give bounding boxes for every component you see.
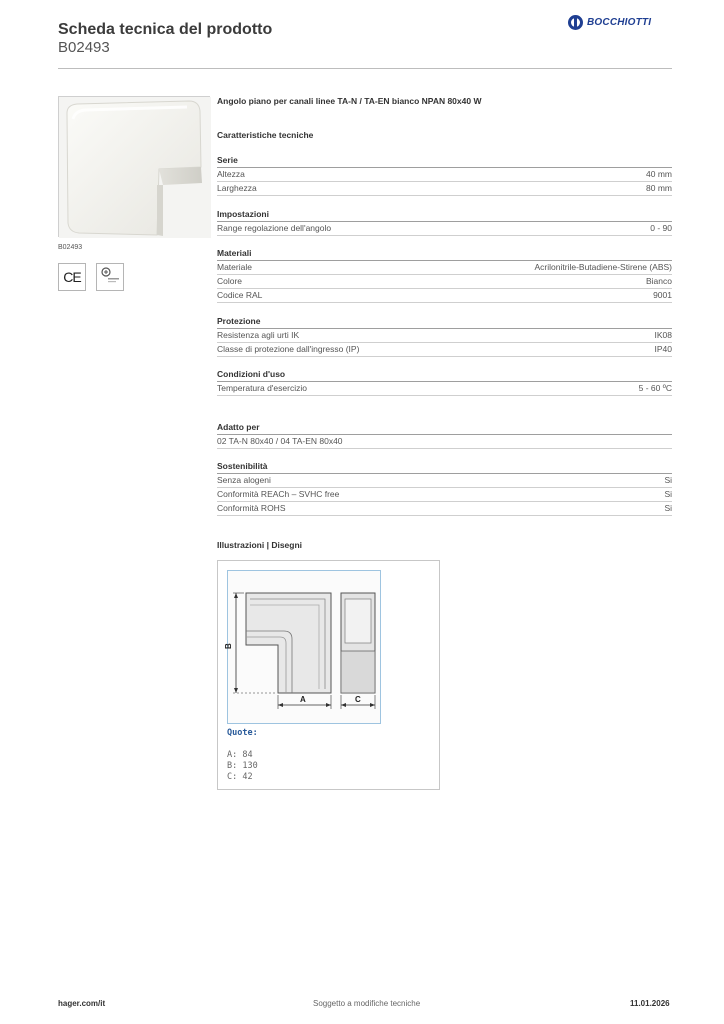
- group-protezione: [217, 316, 672, 357]
- group-impostazioni: [217, 209, 672, 236]
- spec-row: Classe di protezione dall'ingresso (IP) IP40: [217, 343, 672, 357]
- dimension-label-a: A: [300, 695, 306, 704]
- group-title: Materiali: [217, 248, 672, 261]
- spec-row: Altezza 40 mm: [217, 168, 672, 182]
- group-title: Adatto per: [217, 422, 672, 435]
- spec-row: Conformità ROHS Si: [217, 502, 672, 516]
- ce-mark-badge: [58, 263, 86, 291]
- footer-website[interactable]: hager.com/it: [58, 999, 106, 1008]
- spec-row: Temperatura d'esercizio 5 - 60 ºC: [217, 382, 672, 396]
- group-title: Impostazioni: [217, 209, 672, 222]
- spec-row: Range regolazione dell'angolo 0 - 90: [217, 222, 672, 236]
- footer-note: Soggetto a modifiche tecniche: [313, 999, 421, 1008]
- spec-row: Materiale Acrilonitrile-Butadiene-Stirene (ABS): [217, 261, 672, 275]
- group-condizioni: [217, 369, 672, 396]
- product-title: Angolo piano per canali linee TA-N / TA-EN bianco NPAN 80x40 W: [217, 96, 482, 106]
- spec-row: Larghezza 80 mm: [217, 182, 672, 196]
- header-divider: [58, 68, 672, 69]
- brand-mark-icon: [568, 15, 583, 30]
- spec-row: Senza alogeni Si: [217, 474, 672, 488]
- certification-mark-icon: [97, 264, 123, 290]
- spec-row: Codice RAL 9001: [217, 289, 672, 303]
- group-title: Protezione: [217, 316, 672, 329]
- ce-mark-icon: CE: [63, 269, 81, 285]
- page-title: Scheda tecnica del prodotto: [58, 21, 273, 38]
- technical-drawing: [217, 560, 440, 790]
- quote-c: C: 42: [227, 772, 253, 782]
- quote-heading: Quote:: [227, 728, 258, 738]
- group-adatto: [217, 422, 672, 449]
- product-code: B02493: [58, 39, 110, 56]
- quote-b: B: 130: [227, 761, 258, 771]
- brand-name: BOCCHIOTTI: [587, 17, 652, 28]
- features-heading: Caratteristiche tecniche: [217, 130, 314, 140]
- product-photo: [58, 96, 210, 237]
- dimension-label-c: C: [355, 695, 361, 704]
- group-title: Serie: [217, 155, 672, 168]
- product-photo-icon: [59, 97, 211, 238]
- footer-date: 11.01.2026: [630, 999, 670, 1008]
- certification-badge: [96, 263, 124, 291]
- spec-row: Conformità REACh – SVHC free Si: [217, 488, 672, 502]
- group-materiali: [217, 248, 672, 303]
- dimension-drawing-icon: [224, 571, 380, 723]
- drawing-frame: [224, 570, 381, 724]
- group-serie: [217, 155, 672, 196]
- dimension-label-b: B: [224, 643, 233, 649]
- group-title: Sostenibilità: [217, 461, 672, 474]
- spec-row: 02 TA-N 80x40 / 04 TA-EN 80x40: [217, 435, 672, 449]
- group-sostenibilita: [217, 461, 672, 516]
- spec-row: Resistenza agli urti IK IK08: [217, 329, 672, 343]
- group-title: Condizioni d'uso: [217, 369, 672, 382]
- brand-logo: [568, 15, 651, 30]
- spec-row: Colore Bianco: [217, 275, 672, 289]
- quote-a: A: 84: [227, 750, 253, 760]
- photo-caption: B02493: [58, 244, 83, 251]
- illustrations-heading: Illustrazioni | Disegni: [217, 540, 303, 550]
